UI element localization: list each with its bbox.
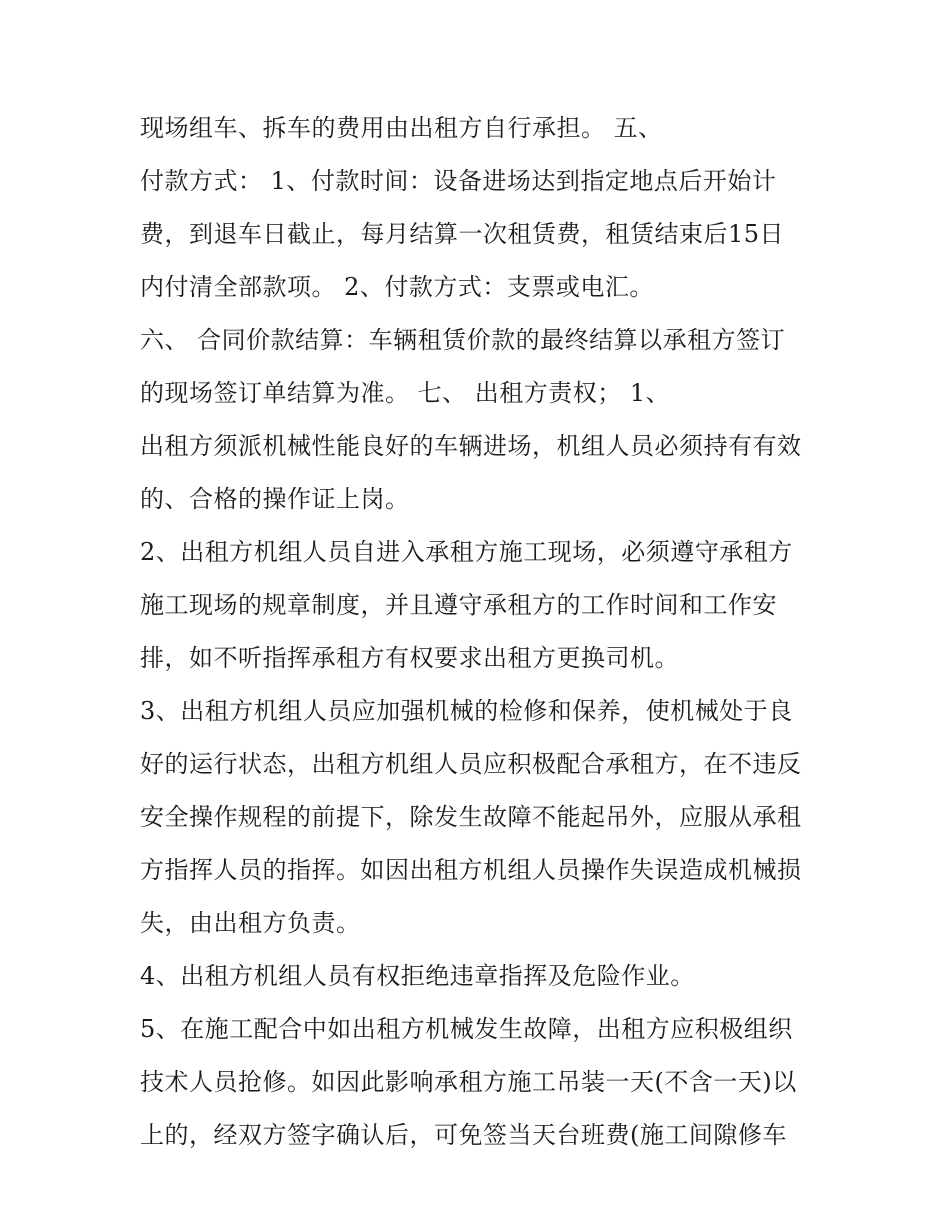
text-line: 安全操作规程的前提下，除发生故障不能起吊外，应服从承租 bbox=[140, 803, 802, 831]
text-line: 付款方式： 1、付款时间：设备进场达到指定地点后开始计 bbox=[140, 167, 777, 195]
text-line: 3、出租方机组人员应加强机械的检修和保养，使机械处于良 bbox=[140, 697, 793, 725]
text-line: 六、 合同价款结算：车辆租赁价款的最终结算以承租方签订 bbox=[140, 326, 786, 354]
text-line: 好的运行状态，出租方机组人员应积极配合承租方，在不违反 bbox=[140, 750, 802, 778]
text-line: 出租方须派机械性能良好的车辆进场，机组人员必须持有有效 bbox=[140, 432, 802, 460]
text-line: 现场组车、拆车的费用由出租方自行承担。 五、 bbox=[140, 114, 663, 142]
text-line: 施工现场的规章制度，并且遵守承租方的工作时间和工作安 bbox=[140, 591, 777, 619]
text-line: 技术人员抢修。如因此影响承租方施工吊装一天(不含一天)以 bbox=[140, 1068, 797, 1096]
text-line: 排，如不听指挥承租方有权要求出租方更换司机。 bbox=[140, 644, 679, 672]
text-line: 5、在施工配合中如出租方机械发生故障，出租方应积极组织 bbox=[140, 1015, 793, 1043]
text-line: 失，由出租方负责。 bbox=[140, 909, 361, 937]
text-line: 内付清全部款项。 2、付款方式：支票或电汇。 bbox=[140, 273, 654, 301]
text-line: 的现场签订单结算为准。 七、 出租方责权； 1、 bbox=[140, 379, 671, 407]
text-line: 方指挥人员的指挥。如因出租方机组人员操作失误造成机械损 bbox=[140, 856, 802, 884]
text-line: 费，到退车日截止，每月结算一次租赁费，租赁结束后15日 bbox=[140, 220, 785, 248]
text-line: 上的，经双方签字确认后，可免签当天台班费(施工间隙修车 bbox=[140, 1121, 787, 1149]
text-line: 4、出租方机组人员有权拒绝违章指挥及危险作业。 bbox=[140, 962, 695, 990]
text-line: 2、出租方机组人员自进入承租方施工现场，必须遵守承租方 bbox=[140, 538, 793, 566]
contract-text-body bbox=[140, 110, 830, 1170]
text-line: 的、合格的操作证上岗。 bbox=[140, 485, 410, 513]
